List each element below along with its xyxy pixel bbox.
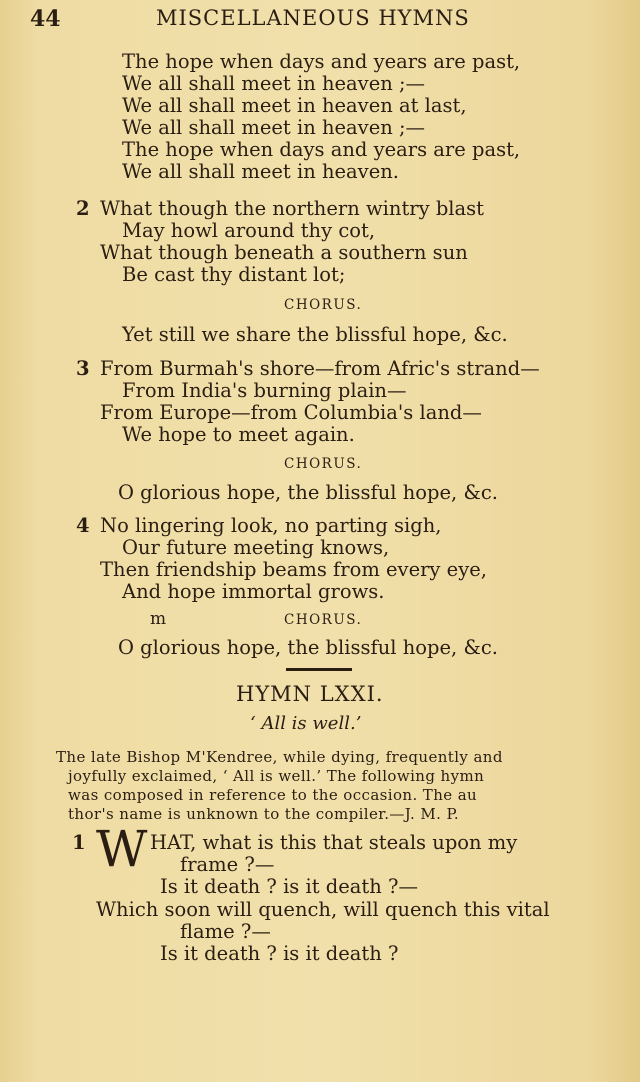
verse-line: flame ?— <box>180 920 271 943</box>
hymn-note-line: joyfully exclaimed, ‘ All is well.’ The following hymn <box>68 767 485 785</box>
dynamic-mark: m <box>150 609 167 629</box>
chorus-label: CHORUS. <box>284 612 363 628</box>
verse-line: We all shall meet in heaven ;— <box>122 72 426 95</box>
hymn-note-line: The late Bishop M'Kendree, while dying, frequently and <box>56 748 503 766</box>
stanza-number: 2 <box>76 197 90 220</box>
verse-line: frame ?— <box>180 853 275 876</box>
verse-line: And hope immortal grows. <box>122 580 385 603</box>
verse-line: From Europe—from Columbia's land— <box>100 401 482 424</box>
chorus-label: CHORUS. <box>284 456 363 472</box>
verse-line: We all shall meet in heaven ;— <box>122 116 426 139</box>
page-number: 44 <box>30 6 61 32</box>
verse-line: From India's burning plain— <box>122 379 407 402</box>
verse-line: We all shall meet in heaven. <box>122 160 399 183</box>
verse-line: Is it death ? is it death ?— <box>160 875 418 898</box>
section-divider <box>286 668 352 671</box>
hymn-title: HYMN LXXI. <box>236 682 384 706</box>
verse-line: What though the northern wintry blast <box>100 197 485 220</box>
verse-line: Then friendship beams from every eye, <box>100 558 487 581</box>
stanza-number: 1 <box>72 831 86 854</box>
verse-line: The hope when days and years are past, <box>122 138 521 161</box>
chorus-label: CHORUS. <box>284 297 363 313</box>
verse-line: HAT, what is this that steals upon my <box>150 831 518 854</box>
drop-cap: W <box>96 820 148 878</box>
verse-line: What though beneath a southern sun <box>100 241 468 264</box>
verse-line: Our future meeting knows, <box>122 536 390 559</box>
verse-line: No lingering look, no parting sigh, <box>100 514 442 537</box>
stanza-number: 4 <box>76 514 90 537</box>
verse-line: We hope to meet again. <box>122 423 355 446</box>
chorus-line: O glorious hope, the blissful hope, &c. <box>118 481 498 504</box>
hymn-note-line: thor's name is unknown to the compiler.—J. M. P. <box>68 805 460 823</box>
verse-line: From Burmah's shore—from Afric's strand— <box>100 357 540 380</box>
verse-line: We all shall meet in heaven at last, <box>122 94 467 117</box>
chorus-line: Yet still we share the blissful hope, &c. <box>122 323 508 346</box>
stanza-number: 3 <box>76 357 90 380</box>
chorus-line: O glorious hope, the blissful hope, &c. <box>118 636 498 659</box>
hymn-subtitle: ‘ All is well.’ <box>250 713 362 734</box>
verse-line: Is it death ? is it death ? <box>160 942 399 965</box>
verse-line: Which soon will quench, will quench this vital <box>96 898 550 921</box>
running-title: MISCELLANEOUS HYMNS <box>156 6 470 30</box>
verse-line: May howl around thy cot, <box>122 219 376 242</box>
verse-line: The hope when days and years are past, <box>122 50 521 73</box>
hymn-note-line: was composed in reference to the occasion. The au <box>68 786 478 804</box>
verse-line: Be cast thy distant lot; <box>122 263 346 286</box>
